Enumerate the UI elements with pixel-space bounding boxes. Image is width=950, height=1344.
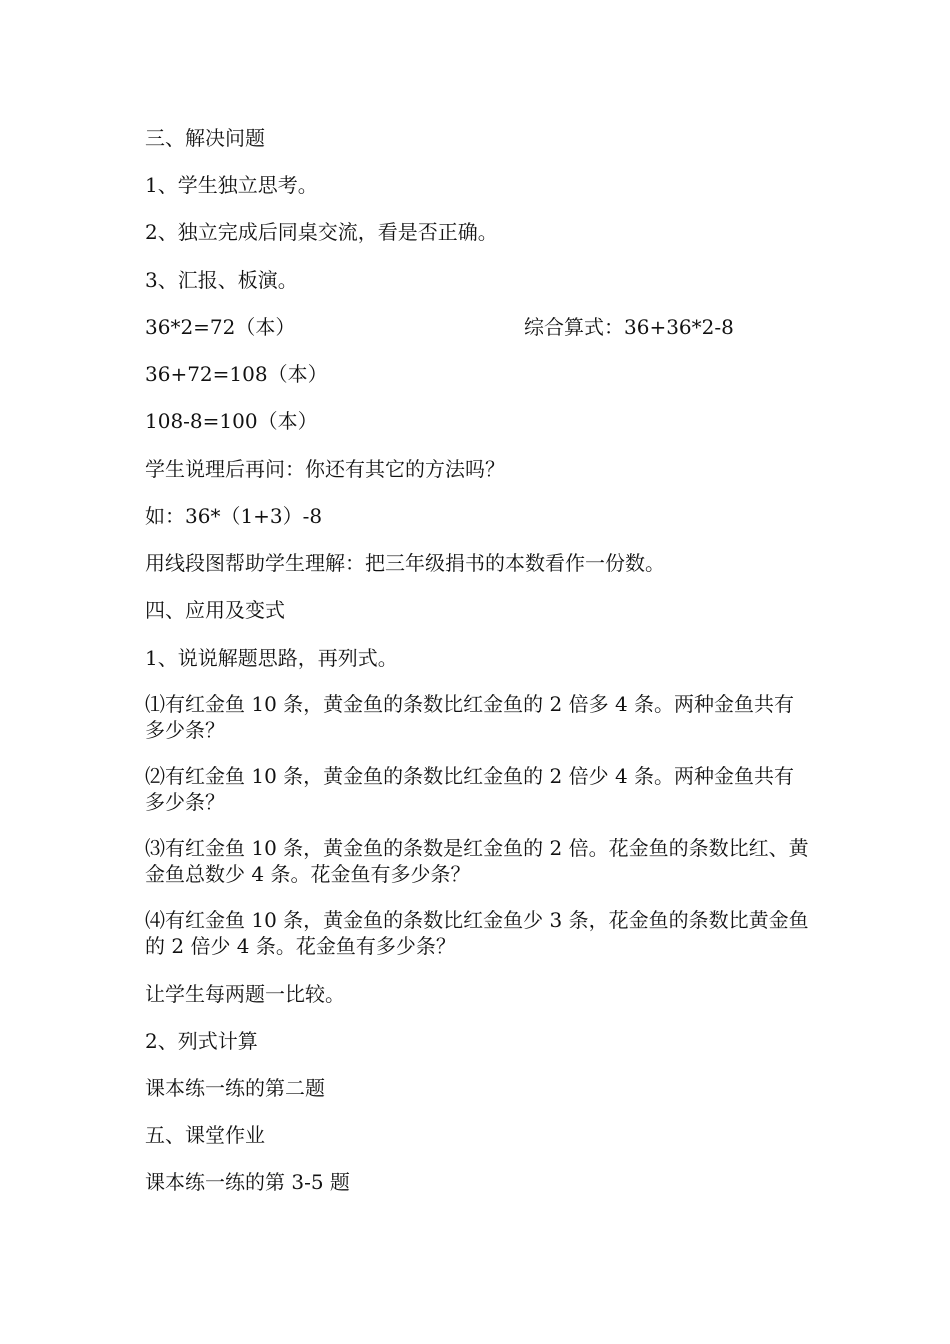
line-diagram-note: 用线段图帮助学生理解：把三年级捐书的本数看作一份数。: [145, 551, 665, 575]
combined-formula: 综合算式：36+36*2-8: [524, 315, 734, 339]
calc-2: 36+72=108（本）: [145, 362, 328, 386]
problem-1: ⑴有红金鱼 10 条，黄金鱼的条数比红金鱼的 2 倍多 4 条。两种金鱼共有多少条？: [145, 692, 795, 742]
section-heading-4: 四、应用及变式: [145, 598, 285, 622]
section-heading-3: 三、解决问题: [145, 126, 265, 150]
calc-1: 36*2=72（本）: [145, 315, 296, 339]
step-3: 3、汇报、板演。: [145, 268, 298, 292]
alternative-method: 如：36*（1+3）-8: [145, 504, 323, 528]
problem-3: ⑶有红金鱼 10 条，黄金鱼的条数是红金鱼的 2 倍。花金鱼的条数比红、黄金鱼总数少 4 条。花金鱼有多少条？: [145, 836, 809, 886]
exercise-intro: 1、说说解题思路，再列式。: [145, 646, 398, 670]
homework-assignment: 课本练一练的第 3-5 题: [145, 1170, 350, 1194]
compare-note: 让学生每两题一比较。: [145, 982, 345, 1006]
calc-3: 108-8=100（本）: [145, 409, 318, 433]
section-heading-5: 五、课堂作业: [145, 1123, 265, 1147]
textbook-exercise-2: 课本练一练的第二题: [145, 1076, 325, 1100]
step-1: 1、学生独立思考。: [145, 173, 318, 197]
follow-up-question: 学生说理后再问：你还有其它的方法吗？: [145, 457, 505, 481]
problem-2: ⑵有红金鱼 10 条，黄金鱼的条数比红金鱼的 2 倍少 4 条。两种金鱼共有多少条？: [145, 764, 795, 814]
step-2: 2、独立完成后同桌交流，看是否正确。: [145, 220, 498, 244]
problem-4: ⑷有红金鱼 10 条，黄金鱼的条数比红金鱼少 3 条，花金鱼的条数比黄金鱼的 2 倍少 4 条。花金鱼有多少条？: [145, 908, 809, 958]
exercise-2-heading: 2、列式计算: [145, 1029, 258, 1053]
